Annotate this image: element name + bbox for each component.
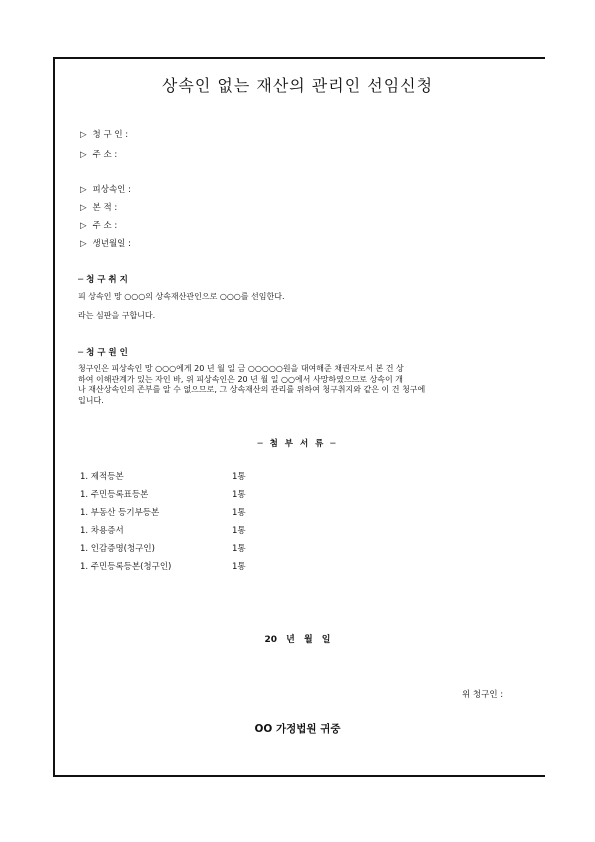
triangle-bullet-icon: ▷	[80, 221, 87, 231]
filing-date: 20 년 월 일	[264, 635, 331, 645]
attachments-heading: ─ 첨 부 서 류 ─	[257, 439, 338, 449]
attachment-qty: 1통	[232, 526, 246, 536]
applicant-signature-label: 위 청구인 :	[462, 690, 504, 700]
cause-line: 나 재산상속인의 존부를 알 수 없으므로, 그 상속재산의 관리를 위하여 청구취지와 같은 이 건 청구에	[78, 385, 426, 394]
deceased-birthdate-row	[80, 237, 131, 249]
deceased-address-row	[80, 219, 117, 231]
cause-paragraph	[78, 364, 541, 408]
cause-line: 청구인은 피상속인 망 ○○○에게 20 년 월 일 금 ○○○○○원을 대여해준 채권자로서 본 건 상	[78, 364, 404, 373]
attachment-qty: 1통	[232, 472, 246, 482]
page-title: 상속인 없는 재산의 관리인 선임신청	[161, 76, 434, 95]
cause-line: 하여 이해관계가 있는 자인 바, 위 피상속인은 20 년 월 일 ○○에서 사망하였으므로 상속이 개	[78, 374, 404, 384]
attachment-name: 1. 인감증명(청구인)	[80, 544, 155, 554]
attachment-name: 1. 제적등본	[80, 472, 124, 482]
triangle-bullet-icon: ▷	[80, 185, 87, 195]
attachment-name: 1. 주민등록표등본	[80, 490, 149, 500]
attachment-qty: 1통	[232, 508, 246, 518]
claimant-name-label: 청 구 인 :	[92, 130, 129, 140]
document-frame	[53, 57, 545, 777]
deceased-domicile-row	[80, 201, 117, 213]
triangle-bullet-icon: ▷	[80, 130, 87, 140]
attachment-qty: 1통	[232, 544, 246, 554]
triangle-bullet-icon: ▷	[80, 203, 87, 213]
attachment-name: 1. 주민등록등본(청구인)	[80, 562, 172, 572]
attachment-qty: 1통	[232, 562, 246, 572]
purpose-line-2: 라는 심판을 구합니다.	[78, 311, 156, 320]
claimant-address-row	[80, 148, 117, 160]
court-addressee: OO 가정법원 귀중	[254, 723, 341, 735]
deceased-name-label: 피상속인 :	[92, 185, 131, 195]
triangle-bullet-icon: ▷	[80, 239, 87, 249]
deceased-name-row	[80, 183, 131, 195]
attachment-name: 1. 부동산 등기부등본	[80, 508, 160, 518]
deceased-address-label: 주 소 :	[92, 221, 118, 231]
deceased-birthdate-label: 생년월일 :	[92, 239, 131, 249]
attachment-name: 1. 차용증서	[80, 526, 124, 536]
claimant-address-label: 주 소 :	[92, 150, 118, 160]
deceased-domicile-label: 본 적 :	[92, 203, 118, 213]
attachment-qty: 1통	[232, 490, 246, 500]
purpose-line-1: 피 상속인 망 ○○○의 상속재산관인으로 ○○○를 선임한다.	[78, 292, 285, 301]
cause-heading: ─ 청 구 원 인	[78, 348, 128, 358]
purpose-heading: ─ 청 구 취 지	[78, 275, 128, 285]
cause-line: 입니다.	[78, 395, 104, 405]
claimant-name-row	[80, 128, 128, 140]
triangle-bullet-icon: ▷	[80, 150, 87, 160]
